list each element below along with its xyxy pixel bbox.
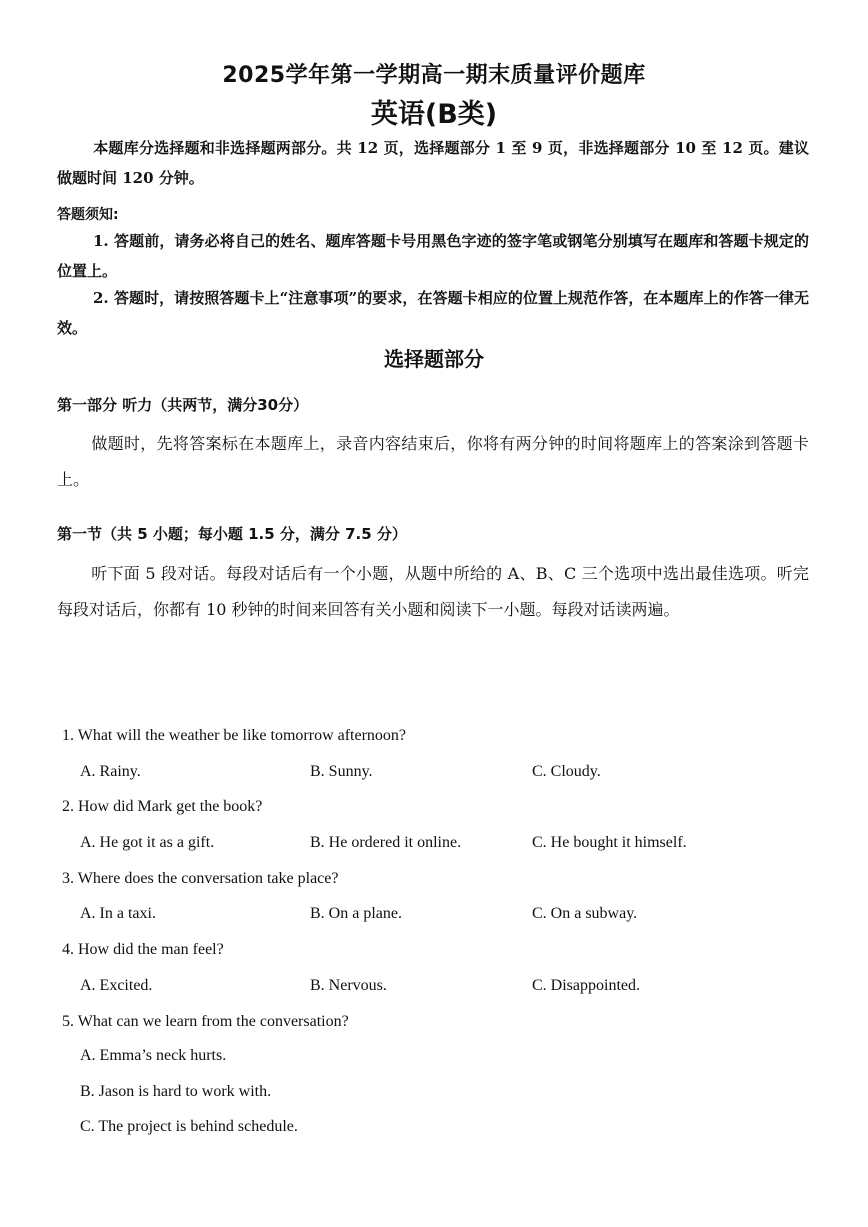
part1-heading: 第一部分 听力（共两节，满分30分） [57, 396, 309, 414]
q5-option-b: B. Jason is hard to work with. [80, 1083, 272, 1100]
section1-heading: 第一节（共 5 小题；每小题 1.5 分，满分 7.5 分） [57, 525, 407, 543]
q4-option-a: A. Excited. [80, 977, 153, 994]
notice-item-2 [57, 283, 809, 343]
q2-option-c: C. He bought it himself. [532, 834, 687, 851]
notice-heading: 答题须知: [57, 207, 119, 223]
q1-option-a: A. Rainy. [80, 763, 141, 780]
notice-item-1 [57, 226, 809, 286]
q4-option-b: B. Nervous. [310, 977, 387, 994]
question-4: 4. How did the man feel? [62, 941, 224, 958]
q1-option-b: B. Sunny. [310, 763, 373, 780]
section1-instructions [57, 556, 809, 628]
section1-instructions-text: 听下面 5 段对话。每段对话后有一个小题，从题中所给的 A、B、C 三个选项中选出最佳选项。听完每段对话后，你都有 10 秒钟的时间来回答有关小题和阅读下一小题。每段对话读两遍。 [57, 564, 809, 619]
notice-item-2-text: 2. 答题时，请按照答题卡上“注意事项”的要求，在答题卡相应的位置上规范作答，在本题库上的作答一律无效。 [57, 289, 809, 337]
q5-option-a: A. Emma’s neck hurts. [80, 1047, 227, 1064]
question-3: 3. Where does the conversation take place? [62, 870, 339, 887]
q5-option-c: C. The project is behind schedule. [80, 1118, 298, 1135]
exam-title: 2025学年第一学期高一期末质量评价题库 [222, 63, 646, 88]
q3-option-a: A. In a taxi. [80, 905, 156, 922]
q3-option-c: C. On a subway. [532, 905, 638, 922]
notice-item-1-text: 1. 答题前，请务必将自己的姓名、题库答题卡号用黑色字迹的签字笔或钢笔分别填写在题库和答题卡规定的位置上。 [57, 232, 809, 280]
q1-option-c: C. Cloudy. [532, 763, 601, 780]
question-5: 5. What can we learn from the conversation? [62, 1013, 349, 1030]
exam-subject: 英语(B类) [370, 99, 498, 130]
intro-text: 本题库分选择题和非选择题两部分。共 12 页，选择题部分 1 至 9 页，非选择题部分 10 至 12 页。建议做题时间 120 分钟。 [57, 139, 809, 187]
part1-instructions-text: 做题时，先将答案标在本题库上，录音内容结束后，你将有两分钟的时间将题库上的答案涂到答题卡上。 [57, 434, 809, 489]
part1-instructions [57, 426, 809, 498]
intro-paragraph [57, 133, 809, 193]
section-title: 选择题部分 [384, 347, 484, 371]
q4-option-c: C. Disappointed. [532, 977, 640, 994]
q3-option-b: B. On a plane. [310, 905, 402, 922]
question-2: 2. How did Mark get the book? [62, 798, 263, 815]
q2-option-b: B. He ordered it online. [310, 834, 462, 851]
q2-option-a: A. He got it as a gift. [80, 834, 215, 851]
question-1: 1. What will the weather be like tomorrow afternoon? [62, 727, 407, 744]
